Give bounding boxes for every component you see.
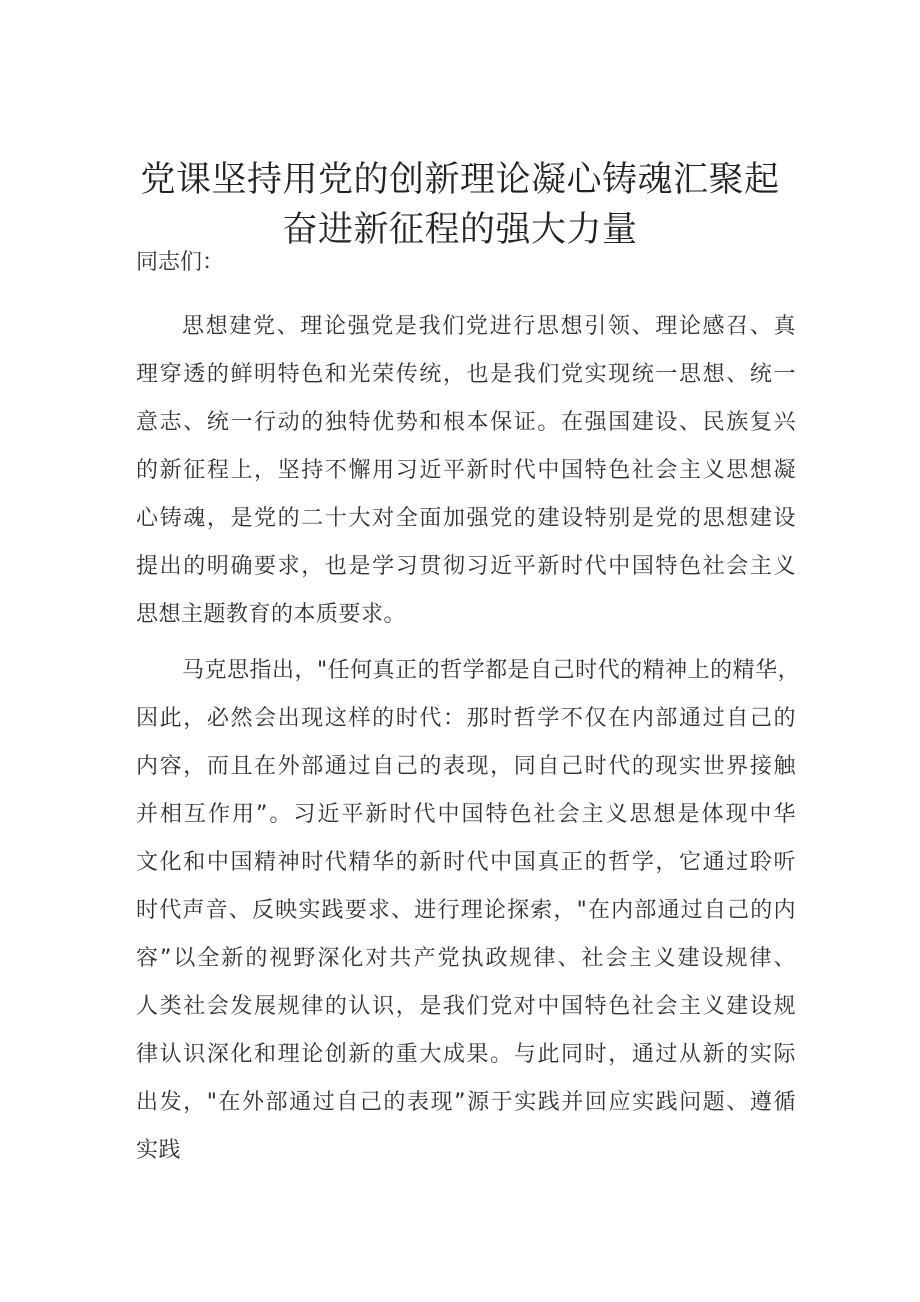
text-line: 出发，"在外部通过自己的表现”源于实践并回应实践问题、遵循 — [136, 1090, 796, 1115]
document-title — [120, 155, 800, 255]
text-line: 内容，而且在外部通过自己的表现，同自己时代的现实世界接触 — [136, 754, 796, 779]
title-line: 奋进新征程的强大力量 — [282, 210, 638, 251]
text-line: 因此，必然会出现这样的时代：那时哲学不仅在内部通过自己的 — [136, 706, 796, 731]
text-line: 律认识深化和理论创新的重大成果。与此同时，通过从新的实际 — [136, 1042, 796, 1067]
text-line: 实践 — [136, 1138, 182, 1163]
text-line: 提出的明确要求，也是学习贯彻习近平新时代中国特色社会主义 — [136, 554, 796, 579]
text-line: 时代声音、反映实践要求、进行理论探索，"在内部通过自己的内 — [136, 898, 796, 923]
text-line: 并相互作用”。习近平新时代中国特色社会主义思想是体现中华 — [136, 802, 796, 827]
text-line: 文化和中国精神时代精华的新时代中国真正的哲学，它通过聆听 — [136, 850, 796, 875]
paragraph-2 — [136, 647, 801, 1175]
text-line: 意志、统一行动的独特优势和根本保证。在强国建设、民族复兴 — [136, 410, 796, 435]
paragraph-1 — [136, 303, 796, 639]
text-line: 马克思指出，"任何真正的哲学都是自己时代的精神上的精华， — [182, 658, 801, 683]
text-line: 人类社会发展规律的认识，是我们党对中国特色社会主义建设规 — [136, 994, 796, 1019]
text-line: 理穿透的鲜明特色和光荣传统，也是我们党实现统一思想、统一 — [136, 362, 796, 387]
title-line: 党课坚持用党的创新理论凝心铸魂汇聚起 — [140, 160, 780, 201]
text-line: 思想主题教育的本质要求。 — [136, 602, 407, 627]
text-line: 思想建党、理论强党是我们党进行思想引领、理论感召、真 — [182, 314, 796, 339]
text-line: 心铸魂，是党的二十大对全面加强党的建设特别是党的思想建设 — [136, 506, 796, 531]
salutation: 同志们： — [136, 250, 225, 275]
text-line: 的新征程上，坚持不懈用习近平新时代中国特色社会主义思想凝 — [136, 458, 796, 483]
text-line: 容”以全新的视野深化对共产党执政规律、社会主义建设规律、 — [136, 946, 796, 971]
